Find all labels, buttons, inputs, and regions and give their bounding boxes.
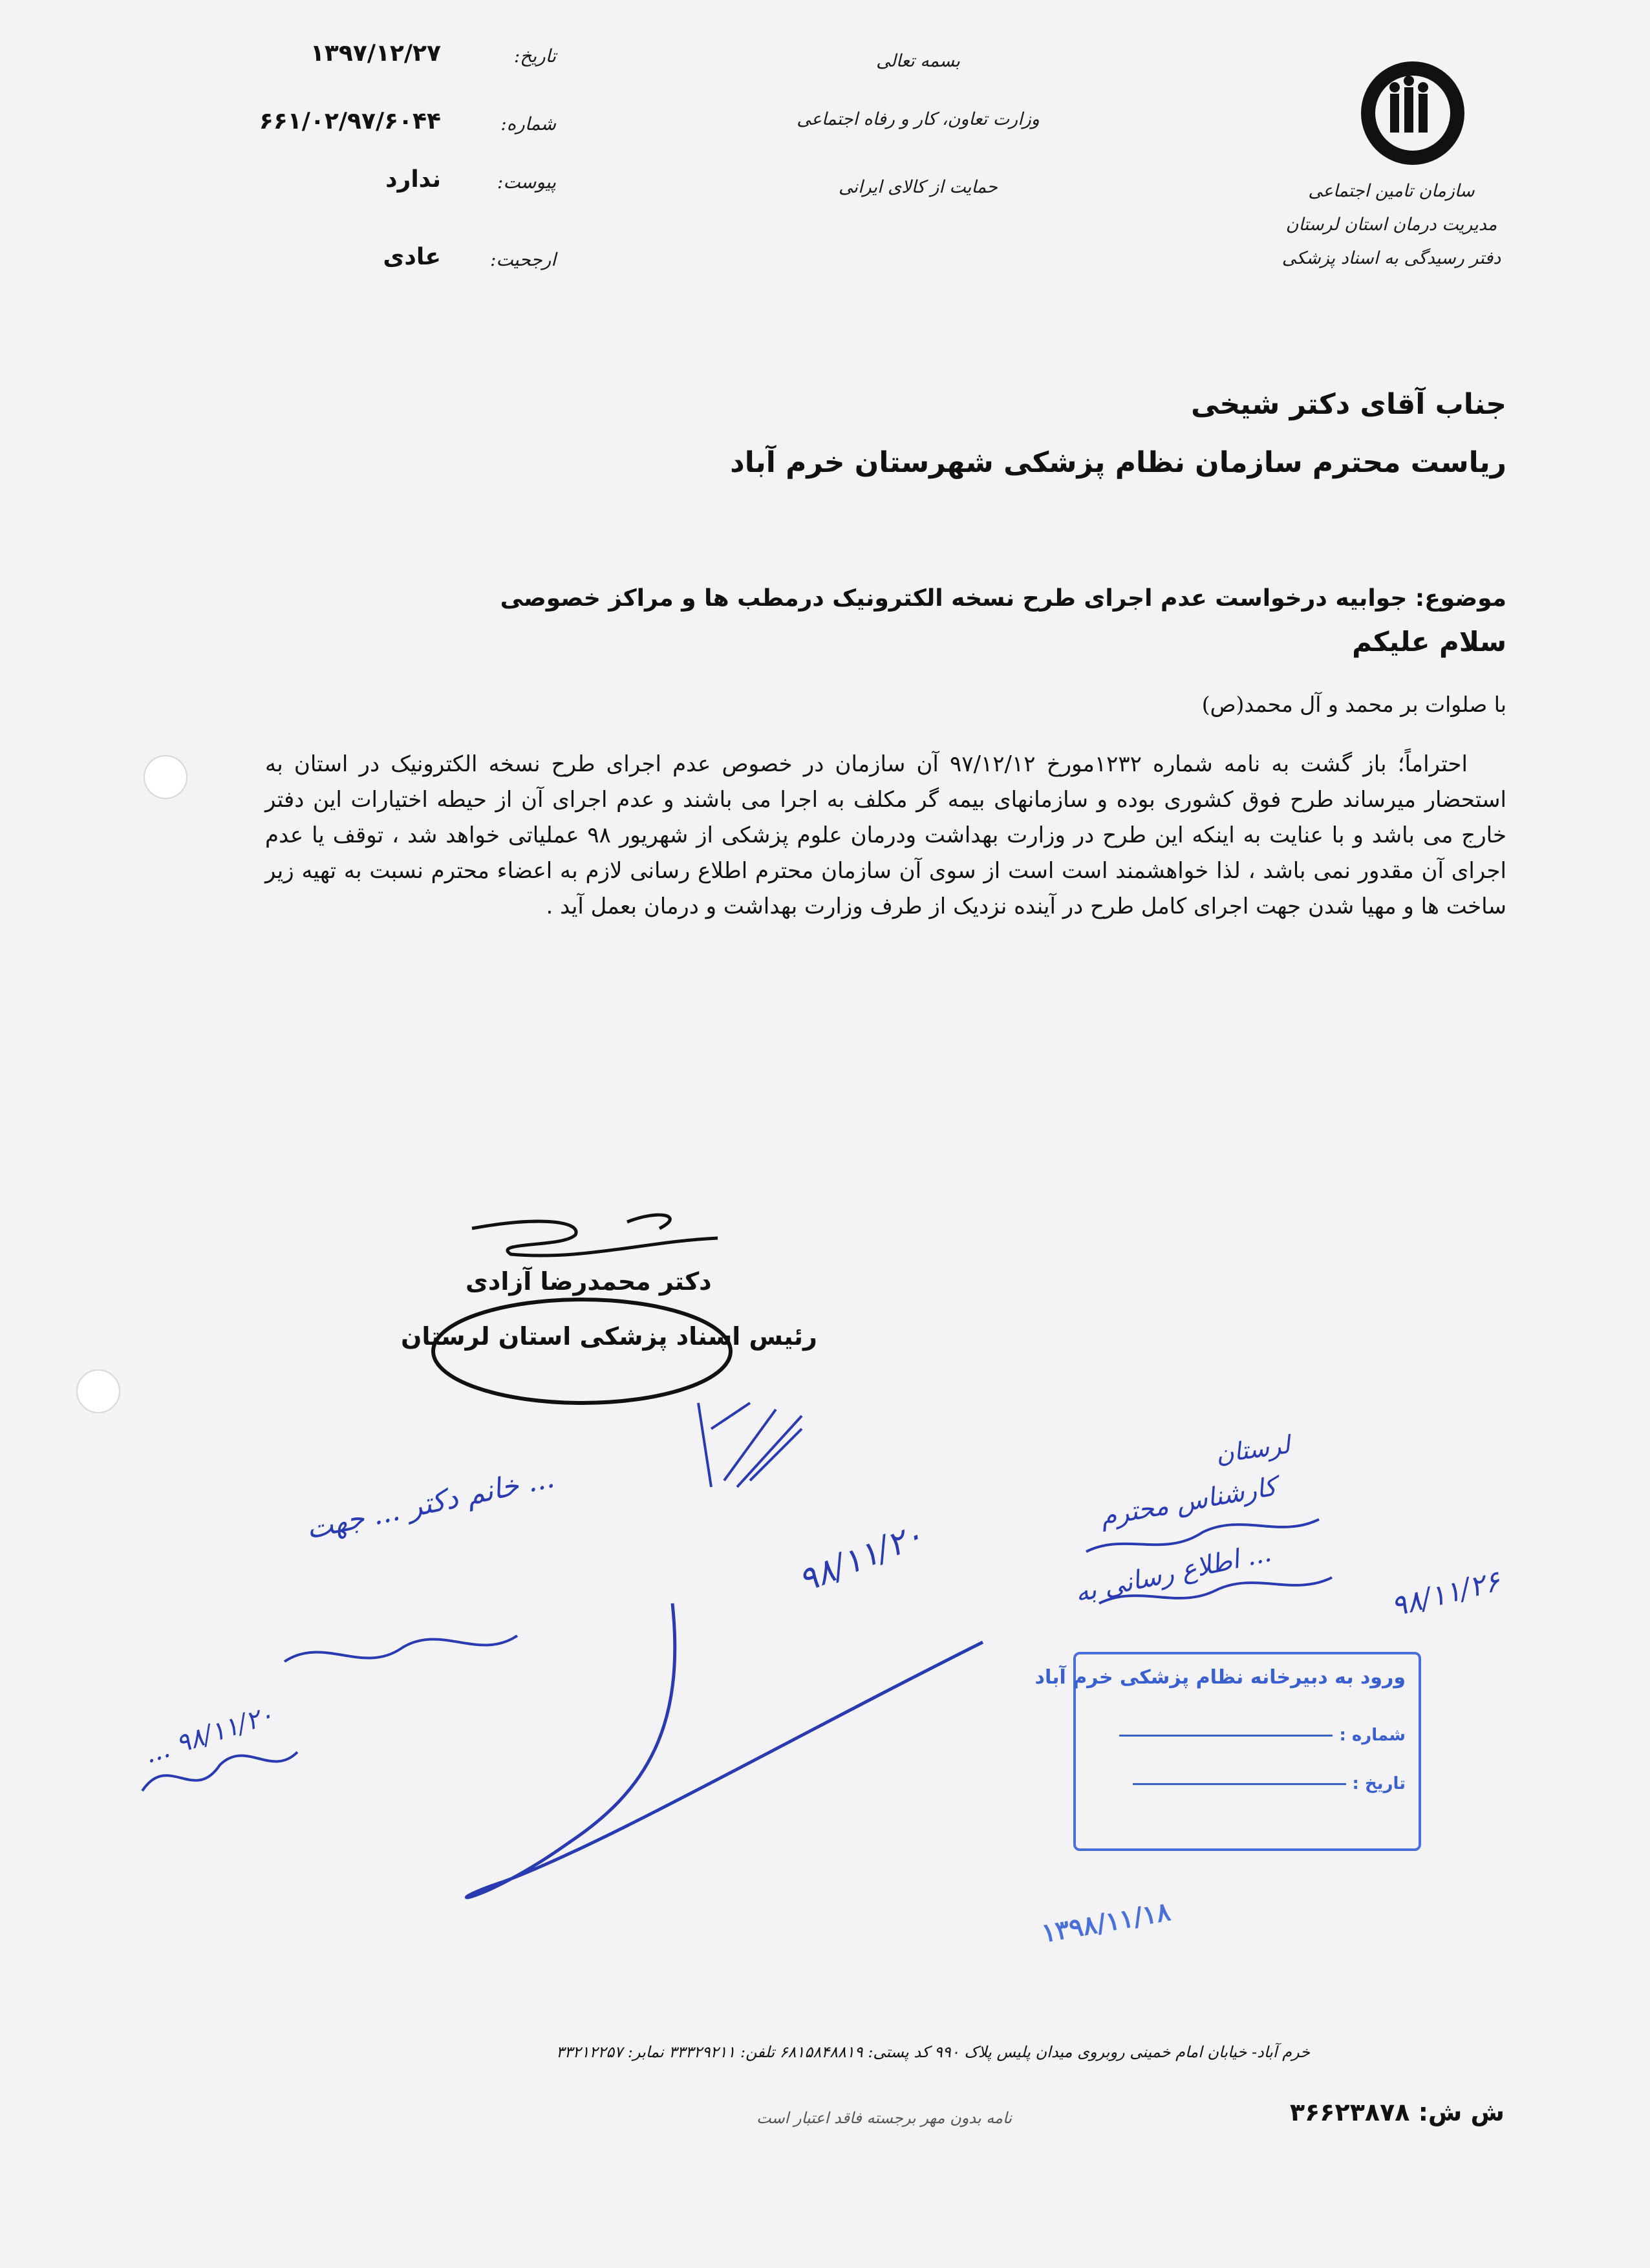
addressee-line-1: جناب آقای دکتر شیخی — [1190, 388, 1506, 421]
letter-body — [265, 747, 1506, 925]
handwritten-note-left-2: ... ۹۸/۱۱/۲۰ — [140, 1700, 277, 1770]
date-value: ۱۳۹۷/۱۲/۲۷ — [310, 40, 441, 67]
bismillah: بسمه تعالی — [876, 51, 960, 71]
serial-number: ش ش: ۳۶۶۲۳۸۷۸ — [1289, 2098, 1505, 2126]
subject-line: موضوع: جوابیه درخواست عدم اجرای طرح نسخه الکترونیک درمطب ها و مراکز خصوصی — [500, 585, 1506, 612]
signature-scribble — [414, 1203, 776, 1409]
handwritten-note-right-3: اطلاع رسانی به ... — [1072, 1537, 1274, 1609]
priority-label: ارجحیت: — [489, 249, 556, 270]
signer-title: رئیس اسناد پزشکی استان لرستان — [401, 1322, 817, 1351]
addressee-line-2: ریاست محترم سازمان نظام پزشکی شهرستان خرم آباد — [730, 446, 1506, 479]
signer-name: دکتر محمدرضا آزادی — [466, 1267, 712, 1296]
salawat-line: با صلوات بر محمد و آل محمد(ص) — [1201, 692, 1506, 717]
punch-hole-top — [144, 755, 188, 799]
org-line-2: مدیریت درمان استان لرستان — [1285, 215, 1497, 235]
entry-stamp — [1034, 1652, 1421, 1851]
stamp-date-label: تاریخ : — [1352, 1774, 1406, 1793]
handwritten-date-right: ۹۸/۱۱/۲۶ — [1388, 1565, 1504, 1623]
handwritten-note-right-1: لرستان — [1214, 1430, 1292, 1469]
stamp-number-label: شماره : — [1339, 1726, 1406, 1745]
org-header — [1256, 175, 1527, 275]
handwritten-date-mid: ۹۸/۱۱/۲۰ — [793, 1515, 929, 1601]
footer-note: نامه بدون مهر برجسته فاقد اعتبار است — [756, 2109, 1012, 2127]
number-label: شماره: — [500, 113, 556, 134]
stamp-date-row — [1133, 1774, 1406, 1793]
footer-address: خرم آباد- خیابان امام خمینی روبروی میدان پلیس پلاک ۹۹۰ کد پستی: ۶۸۱۵۸۴۸۸۱۹ تلفن: ۳۳۳۲۹۲۱۱ نمابر: ۳۳۲۱۲۲۵۷ — [556, 2043, 1311, 2061]
greeting: سلام علیکم — [1352, 626, 1506, 658]
stamp-title: ورود به دبیرخانه نظام پزشکی خرم آباد — [1034, 1666, 1406, 1689]
punch-hole-bottom — [76, 1369, 120, 1413]
attachment-label: پیوست: — [497, 171, 556, 193]
attachment-value: ندارد — [385, 166, 441, 193]
stamp-number-row — [1119, 1726, 1406, 1745]
handwritten-note-right-2: کارشناس محترم — [1098, 1471, 1279, 1532]
handwritten-note-left: خانم دکتر ... جهت ... — [303, 1460, 557, 1546]
date-label: تاریخ: — [513, 45, 556, 67]
stamp-date-line — [1133, 1782, 1346, 1785]
org-line-3: دفتر رسیدگی به اسناد پزشکی — [1281, 248, 1501, 268]
stamp-number-line — [1119, 1734, 1333, 1737]
priority-value: عادی — [383, 244, 441, 270]
center-header — [756, 32, 1080, 226]
org-line-1: سازمان تامین اجتماعی — [1308, 181, 1475, 201]
ministry-name: وزارت تعاون، کار و رفاه اجتماعی — [797, 109, 1040, 129]
social-security-logo-icon — [1351, 52, 1474, 175]
number-value: ۶۶۱/۰۲/۹۷/۶۰۴۴ — [259, 108, 441, 134]
stamped-date: ۱۳۹۸/۱۱/۱۸ — [1039, 1896, 1173, 1949]
slogan: حمایت از کالای ایرانی — [839, 177, 998, 197]
body-paragraph: احتراماً؛ باز گشت به نامه شماره ۱۲۳۲مورخ ۹۷/۱۲/۱۲ آن سازمان در خصوص عدم اجرای طرح نسخه الکترونیک در استان به استحضار میرساند طرح فوق کشوری بوده و سازمانهای بیمه گر مکلف به اجرا می باشند و عدم اجرای آن از حیطه اختیارات این دفتر خارج می باشد و با عنایت به اینکه این طرح در وزارت بهداشت ودرمان علوم پزشکی از شهریور ۹۸ عملیاتی خواهد شد ، توقف یا عدم اجرای آن مقدور نمی باشد ، لذا خواهشمند است است از سوی آن سازمان محترم اطلاع رسانی لازم به اعضاء محترم نسبت به تهیه زیر ساخت ها و مهیا شدن جهت اجرای کامل طرح در آینده نزدیک از طرف وزارت بهداشت و درمان بعمل آید . — [265, 751, 1507, 919]
